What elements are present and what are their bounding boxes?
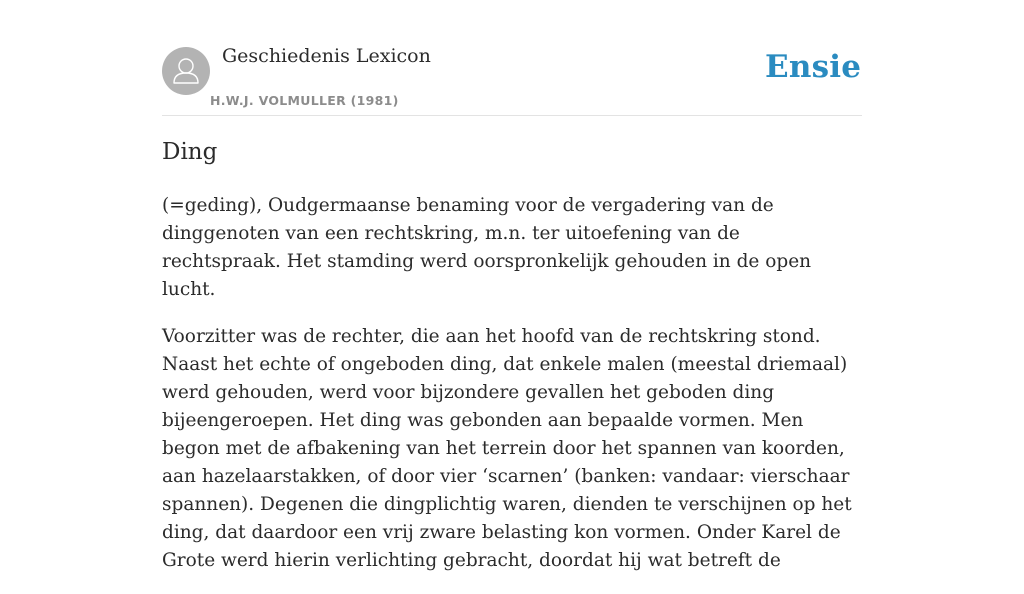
avatar — [162, 47, 210, 95]
header-divider — [162, 115, 862, 116]
entry-title: Ding — [162, 139, 218, 165]
user-placeholder-icon — [162, 47, 210, 95]
entry-paragraph: Voorzitter was de rechter, die aan het hoofd van de rechtskring stond. Naast het echte of ongeboden ding, dat enkele malen (meestal driemaal) werd gehouden, werd voor bijzondere gevallen het geboden ding bijeengeroepen. Het ding was gebonden aan bepaalde vormen. Men begon met de afbakening van het terrein door het spannen van koorden, aan hazelaarstakken, of door vier ‘scarnen’ (banken: vandaar: vierschaar spannen). Degenen die dingplichtig waren, dienden te verschijnen op het ding, dat daardoor een vrij zware belasting kon vormen. Onder Karel de Grote werd hierin verlichting gebracht, doordat hij wat betreft de — [162, 326, 852, 571]
brand-logo[interactable]: Ensie — [765, 49, 862, 85]
source-title[interactable]: Geschiedenis Lexicon — [222, 45, 431, 67]
entry-paragraph: (=geding), Oudgermaanse benaming voor de vergadering van de dinggenoten van een rechtskring, m.n. ter uitoefening van de rechtspraak. Het stamding werd oorspronkelijk gehouden in de open lucht. — [162, 195, 812, 300]
entry-body — [162, 192, 862, 594]
author-credit[interactable]: H.W.J. VOLMULLER (1981) — [210, 93, 399, 108]
